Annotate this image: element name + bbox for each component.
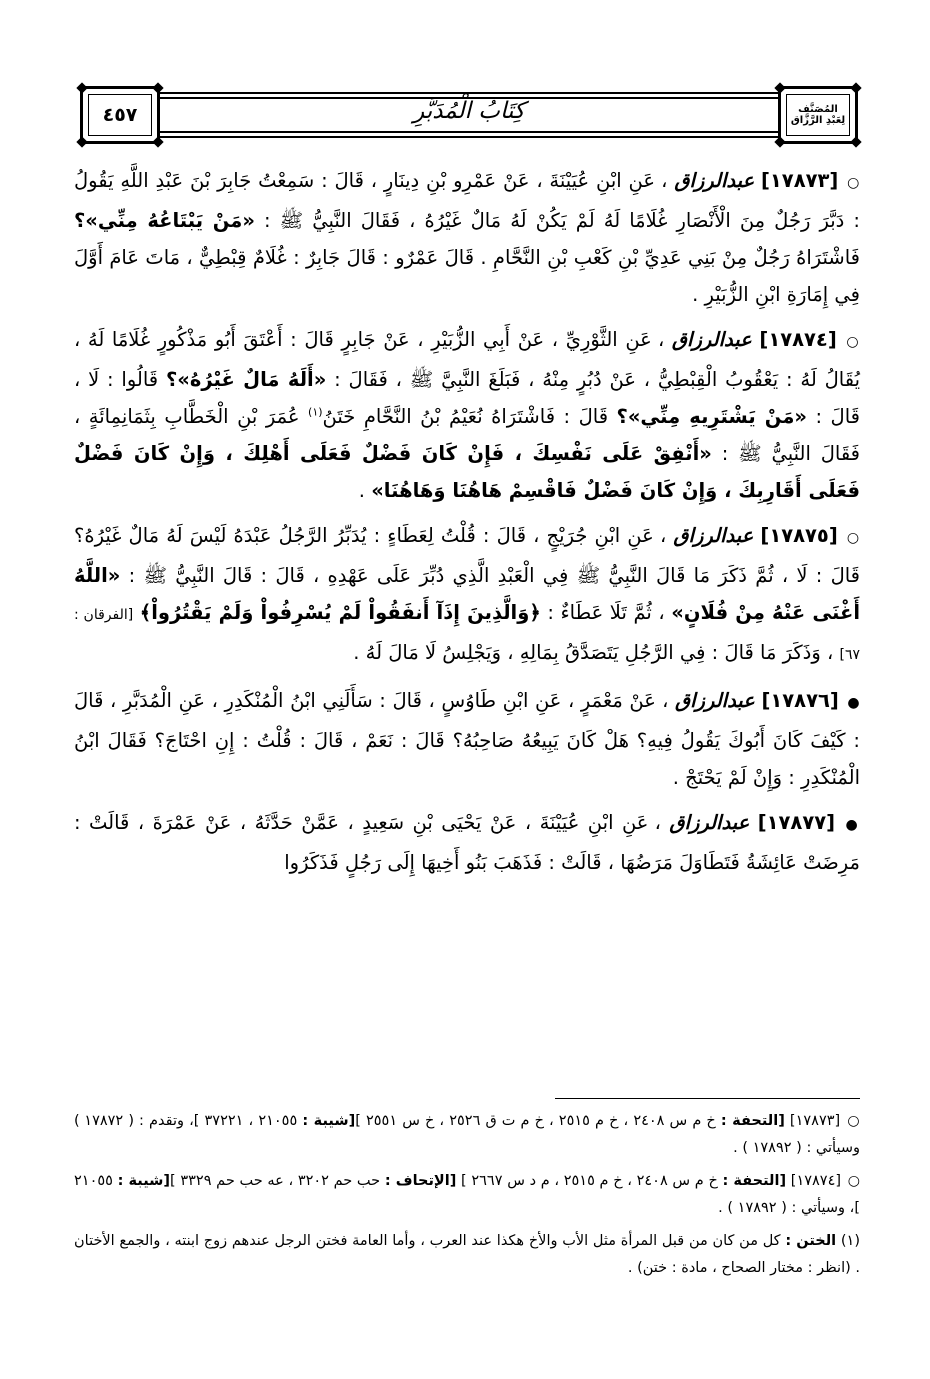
hadith-text: فَاشْتَرَاهُ رَجُلٌ مِنْ بَنِي عَدِيِّ بْنِ كَعْبِ بْنِ النَّحَّامِ . قَالَ عَمْرٌو : قَالَ جَابِرٌ : غُلَامٌ قِبْطِيٌّ ، مَاتَ عَامَ أَوَّلَ فِي إِمَارَةِ ابْنِ الزُّبَيْرِ .	[74, 246, 860, 306]
source-text: خ م س ٢٤٠٨ ، خ م ٢٥١٥ ، خ م ت ق ٢٥٢٦ ، خ س ٢٥٥١ ]	[355, 1113, 716, 1129]
hadith-text: ، عَنْ مَعْمَرٍ ، عَنِ ابْنِ طَاوُسٍ ، قَالَ : سَأَلَنِي ابْنُ الْمُنْكَدِرِ ، عَنِ الْمُدَبَّرِ ، قَالَ : كَيْفَ كَانَ أَبُوكَ يَقُولُ فِيهِ؟ هَلْ كَانَ يَبِيعُهُ صَاحِبُهُ؟ قَالَ : نَعَمْ ، قَالَ : قُلْتُ : إِنِ احْتَاجَ؟ فَقَالَ ابْنُ الْمُنْكَدِرِ : وَإِنْ لَمْ يَحْتَجْ .	[74, 689, 860, 789]
hadith-text: ، عَنِ ابْنِ عُيَيْنَةَ ، عَنْ عَمْرِو بْنِ دِينَارٍ ، قَالَ : سَمِعْتُ جَابِرَ بْنَ عَبْدِ اللَّهِ يَقُولُ : دَبَّرَ رَجُلٌ مِنَ الْأَنْصَارِ غُلَامًا لَهُ لَمْ يَكُنْ لَهُ مَالٌ غَيْرُهُ ، فَقَالَ النَّبِيُّ ﷺ :	[74, 169, 860, 232]
source-label: [الإتحاف :	[384, 1173, 457, 1189]
hadith-text: ، عَنِ الثَّوْرِيِّ ، عَنْ أَبِي الزُّبَيْرِ ، عَنْ جَابِرٍ قَالَ : أَعْتَقَ أَبُو مَذْكُورٍ غُلَامًا لَهُ ، يُقَالُ لَهُ : يَعْقُوبُ الْقِبْطِيُّ ، عَنْ دُبُرٍ مِنْهُ ، فَبَلَغَ النَّبِيَّ ﷺ ، فَقَالَ :	[74, 328, 861, 391]
prophet-saying: «اللَّهُ أَغْنَى عَنْهُ مِنْ فُلَانٍ»	[74, 564, 861, 624]
definition-text: كل من كان من قبل المرأة مثل الأب والأخ هكذا عند العرب ، وأما العامة فختن الرجل عندهم زوج ابنته ، والجمع الأختان . (انظر : مختار الصحاح ، مادة : ختن) .	[74, 1233, 860, 1276]
source-label: [التحفة :	[720, 1113, 785, 1129]
hollow-circle-icon: ○	[846, 334, 861, 350]
narrator: عبدالرزاق	[673, 524, 754, 547]
narrator: عبدالرزاق	[674, 689, 755, 712]
source-label: [شيبة :	[117, 1173, 170, 1189]
footnotes	[74, 1108, 860, 1288]
source-text: ٢١٠٥٥ ، ٣٧٢٢١ ]، وتقدم : ( ١٧٨٧٢ ) وسيأتي : ( ١٧٨٩٢ ) .	[74, 1113, 860, 1156]
hadith-17873	[74, 162, 860, 313]
hadith-number: [١٧٨٧٦]	[761, 689, 839, 712]
hadith-17875	[74, 517, 860, 674]
narrator: عبدالرزاق	[674, 169, 755, 192]
page-number-frame	[80, 86, 160, 144]
footnote-number: (١)	[840, 1233, 861, 1249]
prophet-saying: «مَنْ يَشْتَرِيهِ مِنِّي»؟	[616, 405, 807, 428]
hadith-text: قَالُوا : لَا ، قَالَ :	[74, 368, 860, 428]
footnote-number: [١٧٨٧٤]	[790, 1173, 842, 1189]
page-header	[80, 86, 858, 144]
source-text: خ م س ٢٤٠٨ ، خ م ٢٥١٥ ، م د س ٢٦٦٧ ]	[461, 1173, 718, 1189]
book-title: كِتَابُ الْمُدَبَّرِ	[413, 98, 525, 124]
hadith-text: .	[358, 479, 365, 502]
footnote-1	[74, 1228, 860, 1282]
hadith-17874	[74, 321, 860, 509]
footnote-number: [١٧٨٧٣]	[789, 1113, 841, 1129]
stamp-frame	[778, 86, 858, 144]
source-text: حب حم ٣٢٠٢ ، عه حب حم ٣٣٢٩ ]	[170, 1173, 381, 1189]
hollow-circle-icon: ○	[847, 1173, 861, 1189]
page-number: ٤٥٧	[102, 104, 138, 126]
narrator: عبدالرزاق	[671, 328, 752, 351]
hadith-17876	[74, 682, 860, 796]
footnote-divider	[555, 1098, 860, 1099]
hadith-text: ، وَذَكَرَ مَا قَالَ : فِي الرَّجُلِ يَتَصَدَّقُ بِمَالِهِ ، وَيَجْلِسُ لَا مَالَ لَهُ .	[353, 641, 834, 664]
hadith-number: [١٧٨٧٧]	[757, 811, 836, 834]
prophet-saying: «أَنْفِقْ عَلَى نَفْسِكَ ، فَإِنْ كَانَ فَضْلٌ فَعَلَى أَهْلِكَ ، وَإِنْ كَانَ فَضْلٌ فَعَلَى أَقَارِبِكَ ، وَإِنْ كَانَ فَضْلٌ فَاقْسِمْ هَاهُنَا وَهَاهُنَا»	[74, 442, 860, 502]
source-text: ٢١٠٥٥ ]، وسيأتي : ( ١٧٨٩٢ ) .	[74, 1173, 860, 1216]
hadith-text: ، ثُمَّ تَلَا عَطَاءٌ :	[547, 601, 665, 624]
verse-reference: [الفرقان : ٦٧]	[74, 607, 860, 663]
hollow-circle-icon: ○	[847, 1113, 861, 1129]
book-stamp: المُصَنَّف لِعَبْدِ الرَّزَّاق	[790, 104, 846, 126]
hadith-text: ، عَنِ ابْنِ عُيَيْنَةَ ، عَنْ يَحْيَى بْنِ سَعِيدٍ ، عَمَّنْ حَدَّثَهُ ، عَنْ عَمْرَةَ ، قَالَتْ : مَرِضَتْ عَائِشَةُ فَتَطَاوَلَ مَرَضُهَا ، قَالَتْ : فَذَهَبَ بَنُو أَخِيهَا إِلَى رَجُلٍ فَذَكَرُوا	[74, 811, 860, 874]
narrator: عبدالرزاق	[669, 811, 750, 834]
source-label: [شيبة :	[302, 1113, 356, 1129]
hollow-circle-icon: ○	[846, 530, 861, 546]
prophet-saying: «مَنْ يَبْتَاعُهُ مِنِّي»؟	[74, 209, 255, 232]
term: الختن :	[785, 1233, 837, 1249]
quran-verse: ﴿وَالَّذِينَ إِذَآ أَنفَقُواْ لَمْ يُسْرِفُواْ وَلَمْ يَقْتُرُواْ﴾	[139, 601, 541, 624]
title-band	[160, 86, 778, 144]
footnote-17873	[74, 1108, 860, 1162]
hadith-number: [١٧٨٧٤]	[759, 328, 837, 351]
hadith-text: عُمَرَ بْنِ الْخَطَّابِ بِثَمَانِمِائَةٍ ، فَقَالَ النَّبِيُّ ﷺ :	[74, 405, 861, 465]
hollow-circle-icon: ○	[847, 175, 861, 191]
hadith-number: [١٧٨٧٣]	[760, 169, 839, 192]
footnote-ref: (١)	[308, 405, 323, 419]
footnote-17874	[74, 1168, 860, 1222]
hadith-17877	[74, 804, 860, 881]
hadith-text: ، عَنِ ابْنِ جُرَيْجٍ ، قَالَ : قُلْتُ لِعَطَاءٍ : يُدَبِّرُ الرَّجُلُ عَبْدَهُ لَيْسَ لَهُ مَالٌ غَيْرُهُ؟ قَالَ : لَا ، ثُمَّ ذَكَرَ مَا قَالَ النَّبِيُّ ﷺ فِي الْعَبْدِ الَّذِي دُبِّرَ عَلَى عَهْدِهِ ، قَالَ : قَالَ النَّبِيُّ ﷺ :	[74, 524, 861, 587]
hadith-text: قَالَ : فَاشْتَرَاهُ نُعَيْمُ بْنُ النَّحَّامِ خَتَنُ	[322, 405, 609, 428]
source-label: [التحفة :	[722, 1173, 787, 1189]
prophet-saying: «أَلَهُ مَالٌ غَيْرُهُ»؟	[165, 368, 327, 391]
hadith-number: [١٧٨٧٥]	[760, 524, 838, 547]
filled-circle-icon: ●	[845, 817, 861, 833]
main-text	[74, 162, 860, 889]
filled-circle-icon: ●	[847, 695, 861, 711]
